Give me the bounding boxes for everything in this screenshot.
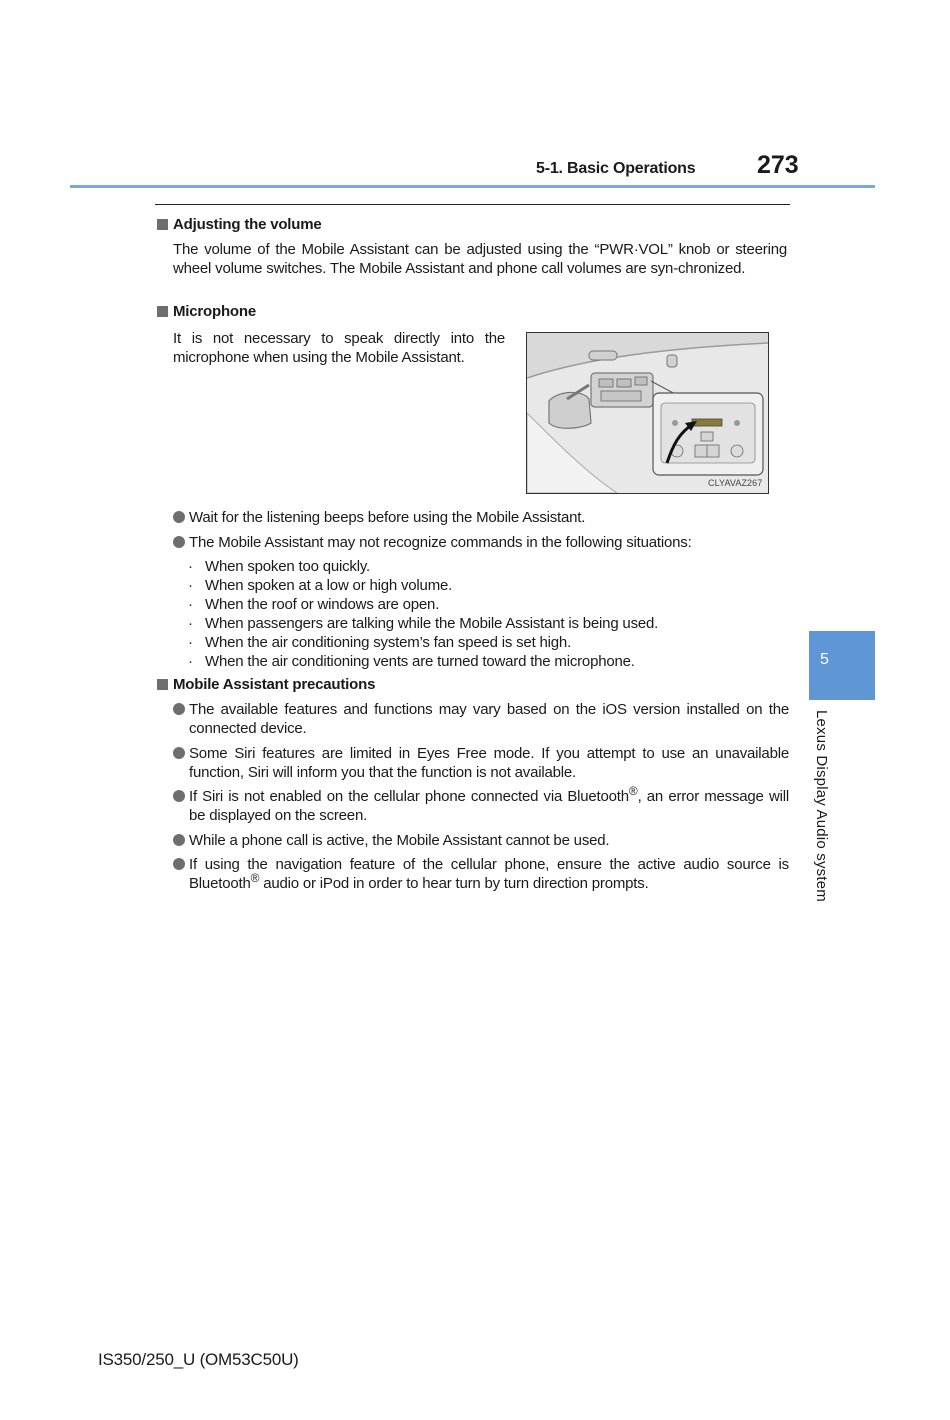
microphone-heading-text: Microphone — [173, 303, 256, 320]
page-number: 273 — [757, 151, 799, 179]
situation-item: · When the air conditioning system’s fan speed is set high. — [188, 634, 572, 651]
situation-item: · When spoken too quickly. — [188, 558, 371, 575]
precautions-heading-text: Mobile Assistant precautions — [173, 676, 376, 693]
situation-item: · When spoken at a low or high volume. — [188, 577, 453, 594]
bullet-item: Wait for the listening beeps before using the Mobile Assistant. — [173, 508, 789, 527]
microphone-body: It is not necessary to speak directly into the microphone when using the Mobile Assistant. — [173, 330, 505, 366]
precaution-item: If using the navigation feature of the cellular phone, ensure the active audio source is Bluetooth® audio or iPod in order to hear turn by turn direction prompts. — [173, 855, 789, 893]
round-bullet-icon — [173, 747, 185, 759]
header-divider — [70, 185, 875, 188]
round-bullet-icon — [173, 703, 185, 715]
section-title: 5-1. Basic Operations — [536, 160, 696, 177]
round-bullet-icon — [173, 511, 185, 523]
chapter-number: 5 — [820, 651, 829, 668]
volume-heading — [157, 216, 322, 233]
volume-body: The volume of the Mobile Assistant can be adjusted using the “PWR·VOL” knob or steering wheel volume switches. The Mobile Assistant and phone call volumes are syn-chronized. — [173, 241, 787, 277]
figure-code: CLYAVAZ267 — [708, 478, 763, 488]
content-divider — [155, 204, 790, 205]
chapter-tab — [809, 631, 875, 700]
round-bullet-icon — [173, 536, 185, 548]
bullet-item: The Mobile Assistant may not recognize commands in the following situations: — [173, 533, 789, 552]
square-bullet-icon — [157, 219, 168, 230]
registered-mark: ® — [250, 871, 260, 885]
precautions-heading — [157, 676, 375, 693]
microphone-illustration — [526, 332, 769, 494]
situation-item: · When passengers are talking while the Mobile Assistant is being used. — [188, 615, 659, 632]
precaution-item: Some Siri features are limited in Eyes Free mode. If you attempt to use an unavailable function, Siri will inform you that the function is not available. — [173, 744, 789, 782]
footer-model: IS350/250_U (OM53C50U) — [98, 1350, 299, 1369]
situation-item: · When the air conditioning vents are turned toward the microphone. — [188, 653, 635, 670]
precaution-item: While a phone call is active, the Mobile Assistant cannot be used. — [173, 831, 789, 850]
square-bullet-icon — [157, 306, 168, 317]
registered-mark: ® — [628, 784, 638, 798]
overhead-console-drawing — [527, 333, 768, 493]
chapter-label: Lexus Display Audio system — [813, 710, 830, 902]
precaution-item: The available features and functions may vary based on the iOS version installed on the connected device. — [173, 700, 789, 738]
round-bullet-icon — [173, 790, 185, 802]
round-bullet-icon — [173, 834, 185, 846]
volume-heading-text: Adjusting the volume — [173, 216, 322, 233]
microphone-heading — [157, 303, 256, 320]
precaution-item: If Siri is not enabled on the cellular phone connected via Bluetooth®, an error message will be displayed on the screen. — [173, 787, 789, 825]
round-bullet-icon — [173, 858, 185, 870]
square-bullet-icon — [157, 679, 168, 690]
situation-item: · When the roof or windows are open. — [188, 596, 440, 613]
